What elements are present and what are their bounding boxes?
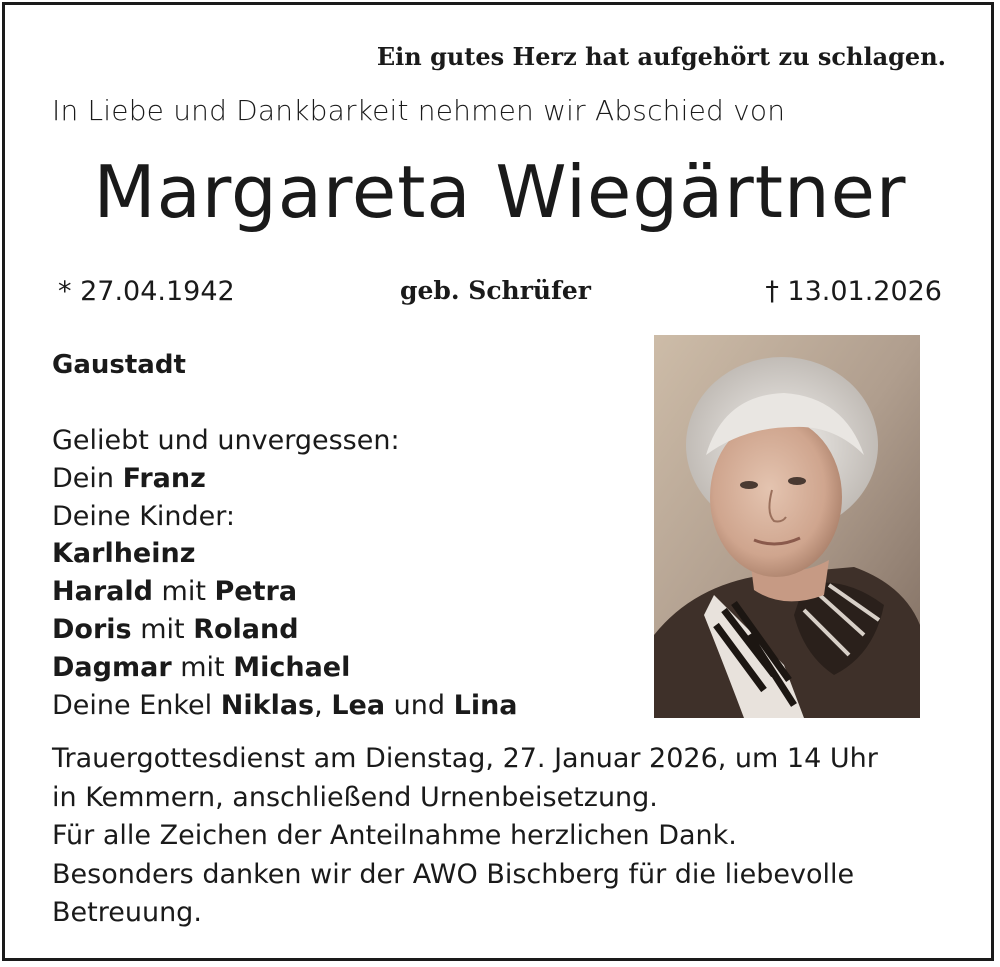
and-word: und (393, 689, 446, 721)
spouse-prefix: Dein (52, 462, 115, 494)
deceased-name: Margareta Wiegärtner (93, 150, 907, 234)
dates-row (58, 276, 942, 312)
comma: , (314, 689, 323, 721)
footer-line: Trauergottesdienst am Dienstag, 27. Januar 2026, um 14 Uhr (52, 743, 878, 774)
grandchild-name: Lea (331, 689, 386, 721)
portrait-illustration (654, 335, 920, 718)
family-heading: Geliebt und unvergessen: (52, 425, 400, 456)
place-name: Gaustadt (52, 350, 186, 380)
grandchild-name: Niklas (220, 689, 315, 721)
footer-line: Betreuung. (52, 897, 202, 928)
header-quote: Ein gutes Herz hat aufgehört zu schlagen. (376, 42, 946, 71)
death-date: † 13.01.2026 (765, 276, 942, 307)
footer-line: in Kemmern, anschließend Urnenbeisetzung. (52, 781, 658, 813)
children-heading: Deine Kinder: (52, 500, 236, 532)
footer-line: Besonders danken wir der AWO Bischberg für die liebevolle (52, 858, 855, 890)
with-word: mit (180, 651, 225, 683)
portrait-photo (654, 335, 920, 718)
birth-date: * 27.04.1942 (58, 276, 235, 307)
child-name: Dagmar (52, 651, 172, 683)
service-details (52, 740, 878, 933)
with-word: mit (140, 613, 185, 645)
maiden-name: geb. Schrüfer (400, 276, 591, 305)
spouse-line (52, 460, 518, 498)
child-line (52, 649, 518, 687)
spouse-name: Franz (122, 462, 206, 494)
child-line (52, 535, 518, 573)
child-name: Karlheinz (52, 538, 196, 570)
footer-line: Für alle Zeichen der Anteilnahme herzlichen Dank. (52, 820, 737, 851)
grandchildren-prefix: Deine Enkel (52, 689, 213, 721)
partner-name: Roland (193, 613, 299, 645)
with-word: mit (161, 576, 206, 608)
partner-name: Petra (214, 576, 298, 608)
partner-name: Michael (233, 651, 351, 683)
child-name: Doris (52, 613, 132, 645)
child-line (52, 611, 518, 649)
intro-text: In Liebe und Dankbarkeit nehmen wir Abschied von (52, 94, 786, 127)
child-line (52, 573, 518, 611)
grandchild-name: Lina (453, 689, 518, 721)
child-name: Harald (52, 576, 153, 608)
grandchildren-line (52, 687, 518, 725)
family-list (52, 422, 518, 724)
